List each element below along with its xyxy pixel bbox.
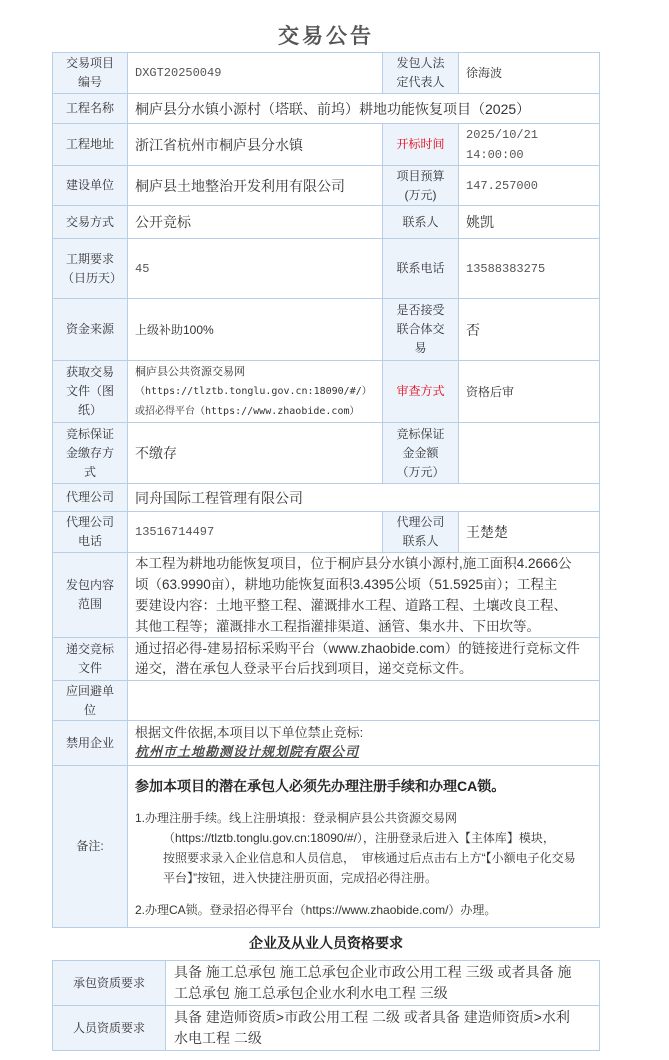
contact-label: 联系人 xyxy=(383,206,458,238)
agency-label: 代理公司 xyxy=(53,484,127,511)
deposit-method-label: 竞标保证金缴存方式 xyxy=(53,423,127,483)
agency-value: 同舟国际工程管理有限公司 xyxy=(128,484,599,511)
legal-rep-label: 发包人法定代表人 xyxy=(383,53,458,93)
page-title: 交易公告 xyxy=(278,23,374,48)
review-method-value: 资格后审 xyxy=(459,361,599,422)
address-label: 工程地址 xyxy=(53,124,127,165)
scope-line: 其他工程等；灌溉排水工程指灌排渠道、涵管、集水井、下田坎等。 xyxy=(135,619,540,634)
duration-label: 工期要求（日历天） xyxy=(53,239,127,298)
duration-value: 45 xyxy=(128,239,382,298)
agency-phone-value: 13516714497 xyxy=(128,512,382,552)
budget-label: 项目预算(万元) xyxy=(383,166,458,205)
remarks-item-line: 平台】”按钮，进入快捷注册页面，完成招必得注册。 xyxy=(163,870,437,885)
trade-method-value: 公开竞标 xyxy=(128,206,382,238)
budget-value: 147.257000 xyxy=(459,166,599,205)
opening-time-value: 2025/10/21 14:00:00 xyxy=(459,124,599,165)
qualification-line: 水电工程 二级 xyxy=(174,1030,262,1046)
remarks-label: 备注: xyxy=(53,766,127,927)
contractor-qualification-label: 承包资质要求 xyxy=(53,961,165,1005)
documents-line: （https://tlztb.tonglu.gov.cn:18090/#/） xyxy=(135,385,372,397)
consortium-value: 否 xyxy=(459,299,599,360)
fund-source-value: 上级补助100% xyxy=(128,299,382,360)
documents-label: 获取交易文件（图纸） xyxy=(53,361,127,422)
trade-method-label: 交易方式 xyxy=(53,206,127,238)
remarks-item-1 xyxy=(135,808,576,888)
banned-value xyxy=(128,721,599,765)
remarks-item-line: 1.办理注册手续。线上注册填报：登录桐庐县公共资源交易网 xyxy=(135,810,458,825)
scope-line: 顷（63.9990亩），耕地功能恢复面积3.4395公顷（51.5925亩）；工程主 xyxy=(135,577,558,592)
agency-contact-label: 代理公司联系人 xyxy=(383,512,458,552)
remarks-item-line: （https://tlztb.tonglu.gov.cn:18090/#/），注册登录后进入【主体库】模块， xyxy=(163,830,555,845)
remarks-item-line: 按照要求录入企业信息和人员信息， 审核通过后点击右上方“【小额电子化交易 xyxy=(163,850,576,865)
project-name-value: 桐庐县分水镇小源村（塔联、前坞）耕地功能恢复项目（2025） xyxy=(128,94,599,123)
deposit-amount-label: 竞标保证金金额（万元） xyxy=(383,423,458,483)
banned-label: 禁用企业 xyxy=(53,721,127,765)
fund-source-label: 资金来源 xyxy=(53,299,127,360)
remarks-value xyxy=(128,766,599,927)
qualification-line: 具备 建造师资质>市政公用工程 二级 或者具备 建造师资质>水利 xyxy=(174,1009,570,1025)
contractor-qualification-value xyxy=(166,961,599,1005)
qualification-line: 工总承包 施工总承包企业水利水电工程 三级 xyxy=(174,985,448,1001)
project-code-label: 交易项目编号 xyxy=(53,53,127,93)
legal-rep-value: 徐海波 xyxy=(459,53,599,93)
qualifications-title: 企业及从业人员资格要求 xyxy=(249,935,403,951)
scope-line: 要建设内容：土地平整工程、灌溉排水工程、道路工程、土壤改良工程、 xyxy=(135,598,567,613)
builder-label: 建设单位 xyxy=(53,166,127,205)
submission-line: 通过招必得-建易招标采购平台（www.zhaobide.com）的链接进行竞标文件 xyxy=(135,641,580,656)
documents-line: 桐庐县公共资源交易网 xyxy=(135,365,245,378)
documents-line: 或招必得平台（https://www.zhaobide.com） xyxy=(135,405,360,417)
remarks-heading: 参加本项目的潜在承包人必须先办理注册手续和办理CA锁。 xyxy=(135,777,506,794)
personnel-qualification-label: 人员资质要求 xyxy=(53,1006,165,1050)
project-code-value: DXGT20250049 xyxy=(128,53,382,93)
project-name-label: 工程名称 xyxy=(53,94,127,123)
scope-label: 发包内容范围 xyxy=(53,553,127,637)
notice-table xyxy=(52,52,600,928)
agency-contact-value: 王楚楚 xyxy=(459,512,599,552)
builder-value: 桐庐县土地整治开发利用有限公司 xyxy=(128,166,382,205)
phone-value: 13588383275 xyxy=(459,239,599,298)
submission-value xyxy=(128,638,599,680)
deposit-method-value: 不缴存 xyxy=(128,423,382,483)
opening-time-label: 开标时间 xyxy=(383,124,458,165)
personnel-qualification-value xyxy=(166,1006,599,1050)
documents-value xyxy=(128,361,382,422)
agency-phone-label: 代理公司电话 xyxy=(53,512,127,552)
qualifications-table xyxy=(52,960,600,1051)
avoid-units-label: 应回避单位 xyxy=(53,681,127,720)
phone-label: 联系电话 xyxy=(383,239,458,298)
scope-line: 本工程为耕地功能恢复项目，位于桐庐县分水镇小源村,施工面积4.2666公 xyxy=(135,556,572,571)
remarks-item-line: 2.办理CA锁。登录招必得平台（https://www.zhaobide.com/）办理。 xyxy=(135,902,497,917)
contact-value: 姚凯 xyxy=(459,206,599,238)
banned-intro: 根据文件依据,本项目以下单位禁止竞标: xyxy=(135,725,364,740)
qualification-line: 具备 施工总承包 施工总承包企业市政公用工程 三级 或者具备 施 xyxy=(174,964,572,980)
deposit-amount-value xyxy=(459,423,599,483)
submission-label: 递交竞标文件 xyxy=(53,638,127,680)
scope-value xyxy=(128,553,599,637)
banned-company: 杭州市土地勘测设计规划院有限公司 xyxy=(135,745,360,760)
review-method-label: 审查方式 xyxy=(383,361,458,422)
submission-line: 递交，潜在承包人登录平台后找到项目，递交竞标文件。 xyxy=(135,661,473,676)
avoid-units-value xyxy=(128,681,599,720)
consortium-label: 是否接受联合体交易 xyxy=(383,299,458,360)
address-value: 浙江省杭州市桐庐县分水镇 xyxy=(128,124,382,165)
remarks-item-2 xyxy=(135,900,496,920)
